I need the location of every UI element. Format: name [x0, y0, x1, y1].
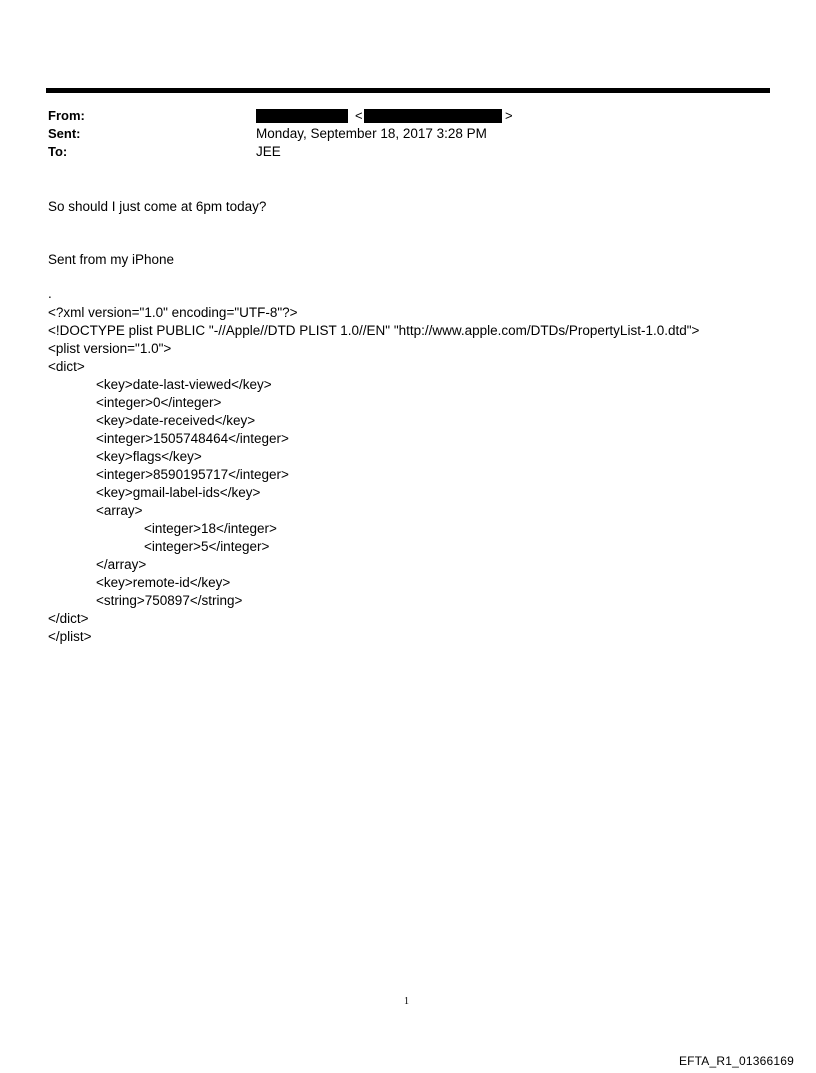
code-line: <string>750897</string> [96, 593, 243, 608]
code-line: <key>date-received</key> [96, 413, 256, 428]
code-line: <key>gmail-label-ids</key> [96, 485, 261, 500]
code-line: <!DOCTYPE plist PUBLIC "-//Apple//DTD PLIST 1.0//EN" "http://www.apple.com/DTDs/PropertyList-1.0.dtd"> [48, 323, 700, 338]
sent-value: Monday, September 18, 2017 3:28 PM [256, 126, 487, 141]
code-line: <integer>1505748464</integer> [96, 431, 289, 446]
code-line: <key>date-last-viewed</key> [96, 377, 272, 392]
code-line: <integer>18</integer> [144, 521, 277, 536]
code-line: <plist version="1.0"> [48, 341, 172, 356]
from-open-bracket: < [355, 108, 363, 123]
message-text: So should I just come at 6pm today? [48, 199, 267, 214]
code-line: </array> [96, 557, 147, 572]
page-number: 1 [404, 996, 409, 1007]
from-label: From: [48, 108, 85, 123]
header-rule [46, 88, 770, 93]
bates-number: EFTA_R1_01366169 [678, 1054, 794, 1068]
code-line: </plist> [48, 629, 92, 644]
code-line: <integer>8590195717</integer> [96, 467, 289, 482]
code-line: </dict> [48, 611, 89, 626]
separator-dot: . [48, 286, 52, 301]
redacted-sender-email [364, 109, 502, 123]
redacted-sender-name [256, 109, 348, 123]
code-line: <array> [96, 503, 143, 518]
code-line: <key>flags</key> [96, 449, 202, 464]
code-line: <integer>5</integer> [144, 539, 270, 554]
sent-label: Sent: [48, 126, 81, 141]
from-close-bracket: > [505, 108, 513, 123]
to-label: To: [48, 144, 68, 159]
code-line: <dict> [48, 359, 85, 374]
signature-text: Sent from my iPhone [48, 252, 175, 267]
code-line: <key>remote-id</key> [96, 575, 231, 590]
code-line: <?xml version="1.0" encoding="UTF-8"?> [48, 305, 298, 320]
code-line: <integer>0</integer> [96, 395, 222, 410]
to-value: JEE [256, 144, 281, 159]
